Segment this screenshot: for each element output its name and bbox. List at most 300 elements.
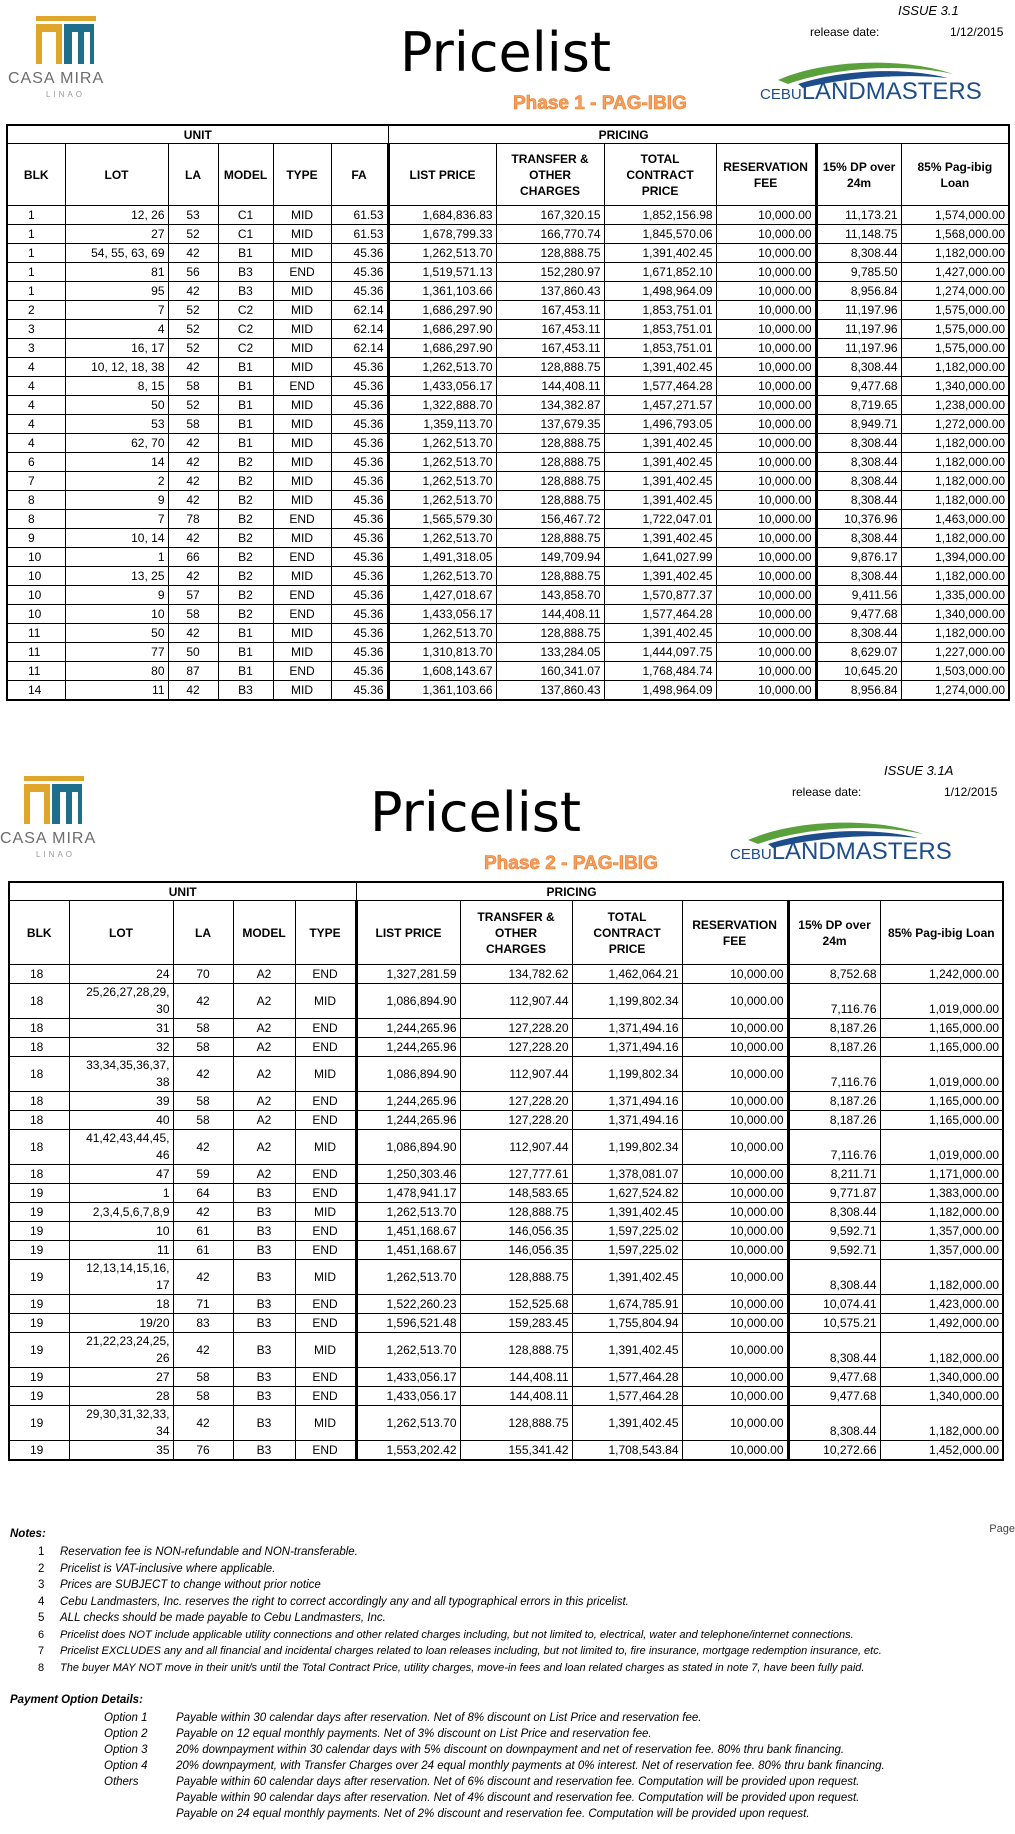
table-cell: 45.36 [331, 358, 388, 377]
table-row [7, 320, 1009, 339]
table-cell: 11 [7, 624, 65, 643]
table-cell: 32 [69, 1038, 173, 1057]
table-cell: B3 [233, 1222, 295, 1241]
table-cell: 1,491,318.05 [388, 548, 496, 567]
table-cell: 1,262,513.70 [356, 1406, 460, 1441]
table-cell: 1,182,000.00 [901, 472, 1009, 491]
table-cell: 1,182,000.00 [880, 1260, 1003, 1295]
column-header: TRANSFER & OTHER CHARGES [496, 144, 604, 206]
table-cell: B3 [233, 1333, 295, 1368]
payment-option-text: Payable within 60 calendar days after reservation. Net of 6% discount and reservation fee. Computation will be provided upon request. [176, 1776, 860, 1788]
table-cell: 12,13,14,15,16, 17 [69, 1260, 173, 1295]
table-cell: 10,000.00 [682, 1222, 788, 1241]
note-text: Prices are SUBJECT to change without prior notice [60, 1579, 321, 1591]
note-number: 3 [38, 1579, 45, 1591]
column-header: FA [331, 144, 388, 206]
table-cell: 9,592.71 [788, 1222, 880, 1241]
column-header: LA [173, 901, 233, 965]
table-cell: 10,000.00 [682, 1130, 788, 1165]
table-cell: 66 [168, 548, 218, 567]
pricelist-table-phase-1 [6, 124, 1010, 701]
table-cell: 1,262,513.70 [388, 472, 496, 491]
table-cell: 1,262,513.70 [388, 529, 496, 548]
table-cell: 8,211.71 [788, 1165, 880, 1184]
table-cell: 1,391,402.45 [572, 1203, 682, 1222]
table-cell: 10,000.00 [716, 225, 816, 244]
table-cell: 11,148.75 [816, 225, 901, 244]
table-cell: 45.36 [331, 263, 388, 282]
table-cell: 7 [7, 472, 65, 491]
column-header-row [9, 901, 1003, 965]
table-row [7, 548, 1009, 567]
table-cell: 27 [65, 225, 168, 244]
table-cell: 1,674,785.91 [572, 1295, 682, 1314]
table-row [9, 1130, 1003, 1165]
table-cell: 1,394,000.00 [901, 548, 1009, 567]
table-cell: 1,371,494.16 [572, 1038, 682, 1057]
table-cell: 52 [168, 320, 218, 339]
table-cell: 45.36 [331, 529, 388, 548]
table-cell: 53 [168, 206, 218, 225]
payment-option-text: Payable within 30 calendar days after reservation. Net of 8% discount on List Price and reservation fee. [176, 1712, 702, 1724]
unit-group-header: UNIT [9, 882, 356, 901]
table-cell: 8,308.44 [816, 358, 901, 377]
table-cell: 1,565,579.30 [388, 510, 496, 529]
table-row [9, 965, 1003, 984]
table-row [7, 643, 1009, 662]
table-cell: B2 [218, 567, 273, 586]
payment-option-item [104, 1760, 885, 1772]
issue-number: ISSUE 3.1A [884, 763, 954, 778]
table-cell: 1 [7, 263, 65, 282]
table-cell: 9 [7, 529, 65, 548]
table-cell: 19 [9, 1333, 69, 1368]
table-cell: 62, 70 [65, 434, 168, 453]
payment-option-item [104, 1712, 701, 1724]
table-cell: 8,308.44 [788, 1406, 880, 1441]
table-cell: 42 [168, 472, 218, 491]
table-row [7, 244, 1009, 263]
table-cell: 8, 15 [65, 377, 168, 396]
table-row [9, 1092, 1003, 1111]
table-cell: 10,272.66 [788, 1441, 880, 1461]
table-cell: END [295, 1038, 356, 1057]
table-cell: 1,238,000.00 [901, 396, 1009, 415]
table-cell: 112,907.44 [460, 984, 572, 1019]
table-cell: 1,391,402.45 [604, 453, 716, 472]
table-cell: 166,770.74 [496, 225, 604, 244]
table-cell: 160,341.07 [496, 662, 604, 681]
table-cell: B2 [218, 548, 273, 567]
note-item [38, 1612, 386, 1624]
table-cell: 31 [69, 1019, 173, 1038]
table-cell: 8,956.84 [816, 282, 901, 301]
table-cell: 1,262,513.70 [388, 434, 496, 453]
table-cell: 1,019,000.00 [880, 1057, 1003, 1092]
table-cell: 10,000.00 [682, 1092, 788, 1111]
table-cell: MID [273, 244, 331, 263]
table-cell: 14 [7, 681, 65, 701]
table-cell: 1,575,000.00 [901, 339, 1009, 358]
table-cell: 19 [9, 1295, 69, 1314]
casa-mira-sub: LINAO [36, 850, 76, 859]
table-cell: 45.36 [331, 567, 388, 586]
table-cell: MID [295, 1203, 356, 1222]
table-cell: 42 [173, 1130, 233, 1165]
table-cell: MID [295, 1260, 356, 1295]
table-cell: 1,522,260.23 [356, 1295, 460, 1314]
table-cell: 9,876.17 [816, 548, 901, 567]
column-header: BLK [7, 144, 65, 206]
table-cell: 81 [65, 263, 168, 282]
table-cell: 10,000.00 [682, 1184, 788, 1203]
table-cell: 10,000.00 [682, 1260, 788, 1295]
table-cell: C2 [218, 320, 273, 339]
table-cell: 58 [173, 1368, 233, 1387]
table-cell: 10,000.00 [682, 1019, 788, 1038]
note-item [38, 1629, 854, 1641]
table-cell: 1,433,056.17 [356, 1368, 460, 1387]
table-cell: 1,340,000.00 [880, 1387, 1003, 1406]
table-cell: 10, 12, 18, 38 [65, 358, 168, 377]
table-row [9, 1368, 1003, 1387]
table-cell: 19 [9, 1203, 69, 1222]
table-cell: 1,596,521.48 [356, 1314, 460, 1333]
note-item [38, 1662, 864, 1674]
table-cell: 10,000.00 [682, 1333, 788, 1368]
table-cell: 137,860.43 [496, 282, 604, 301]
table-cell: 18 [9, 1130, 69, 1165]
table-cell: 45.36 [331, 377, 388, 396]
column-header: RESERVATION FEE [716, 144, 816, 206]
table-cell: 144,408.11 [460, 1368, 572, 1387]
table-cell: A2 [233, 1038, 295, 1057]
table-cell: 1,845,570.06 [604, 225, 716, 244]
table-cell: 10,000.00 [716, 453, 816, 472]
table-cell: 1,853,751.01 [604, 301, 716, 320]
table-cell: 1,451,168.67 [356, 1241, 460, 1260]
table-cell: 19 [9, 1368, 69, 1387]
table-cell: 128,888.75 [460, 1406, 572, 1441]
table-cell: 10,000.00 [716, 434, 816, 453]
table-cell: B3 [233, 1295, 295, 1314]
table-cell: 144,408.11 [496, 377, 604, 396]
table-cell: 52 [168, 339, 218, 358]
table-cell: 10,000.00 [682, 1441, 788, 1461]
table-row [9, 984, 1003, 1019]
table-cell: 1,165,000.00 [880, 1092, 1003, 1111]
table-cell: 1,199,802.34 [572, 984, 682, 1019]
column-header: LIST PRICE [388, 144, 496, 206]
table-cell: 4 [7, 377, 65, 396]
table-cell: 1,641,027.99 [604, 548, 716, 567]
table-cell: 8,187.26 [788, 1019, 880, 1038]
table-cell: 35 [69, 1441, 173, 1461]
column-header: MODEL [218, 144, 273, 206]
table-row [7, 263, 1009, 282]
table-cell: 27 [69, 1368, 173, 1387]
cebu-word: CEBU [730, 846, 772, 863]
payment-option-item [104, 1792, 859, 1804]
table-cell: END [295, 965, 356, 984]
table-cell: 18 [9, 984, 69, 1019]
table-row [7, 415, 1009, 434]
table-cell: 18 [9, 1057, 69, 1092]
table-cell: 1,199,802.34 [572, 1057, 682, 1092]
table-cell: A2 [233, 1130, 295, 1165]
table-cell: 1,182,000.00 [880, 1406, 1003, 1441]
table-row [7, 510, 1009, 529]
table-cell: C1 [218, 225, 273, 244]
table-cell: 127,777.61 [460, 1165, 572, 1184]
pricing-group-header: PRICING [388, 125, 1009, 144]
table-cell: 62.14 [331, 320, 388, 339]
table-cell: MID [295, 1130, 356, 1165]
table-row [7, 681, 1009, 701]
table-cell: MID [273, 453, 331, 472]
table-cell: 95 [65, 282, 168, 301]
table-cell: 1,722,047.01 [604, 510, 716, 529]
column-header: TYPE [295, 901, 356, 965]
table-cell: 8 [7, 491, 65, 510]
payment-option-label: Option 3 [104, 1744, 148, 1756]
table-cell: 10,000.00 [716, 586, 816, 605]
table-cell: 143,858.70 [496, 586, 604, 605]
table-cell: 1,250,303.46 [356, 1165, 460, 1184]
table-cell: 1,686,297.90 [388, 301, 496, 320]
table-cell: 127,228.20 [460, 1092, 572, 1111]
table-row [7, 282, 1009, 301]
table-cell: 1,272,000.00 [901, 415, 1009, 434]
table-cell: 9 [65, 491, 168, 510]
table-cell: 11 [7, 662, 65, 681]
table-cell: 1 [7, 244, 65, 263]
table-cell: 1,262,513.70 [388, 244, 496, 263]
column-header: TRANSFER & OTHER CHARGES [460, 901, 572, 965]
table-cell: 1 [69, 1184, 173, 1203]
table-cell: 52 [168, 225, 218, 244]
table-cell: 10,074.41 [788, 1295, 880, 1314]
table-cell: 1,182,000.00 [901, 358, 1009, 377]
phase-label: Phase 2 - PAG-IBIG [484, 853, 658, 874]
table-cell: 1,378,081.07 [572, 1165, 682, 1184]
table-cell: MID [273, 396, 331, 415]
table-cell: END [295, 1111, 356, 1130]
table-cell: 1,244,265.96 [356, 1038, 460, 1057]
table-cell: 10,000.00 [716, 510, 816, 529]
table-cell: 10,000.00 [716, 567, 816, 586]
table-cell: MID [295, 1057, 356, 1092]
table-row [9, 1441, 1003, 1461]
table-cell: MID [295, 1333, 356, 1368]
table-cell: 127,228.20 [460, 1019, 572, 1038]
table-cell: 57 [168, 586, 218, 605]
table-cell: B1 [218, 415, 273, 434]
table-cell: 42 [168, 358, 218, 377]
table-row [7, 396, 1009, 415]
table-cell: 10,000.00 [716, 377, 816, 396]
table-cell: A2 [233, 984, 295, 1019]
table-cell: 10,000.00 [716, 415, 816, 434]
table-cell: 134,382.87 [496, 396, 604, 415]
table-cell: 10,000.00 [716, 548, 816, 567]
table-cell: END [273, 510, 331, 529]
table-cell: 19 [9, 1406, 69, 1441]
table-cell: 1,627,524.82 [572, 1184, 682, 1203]
table-cell: 11 [65, 681, 168, 701]
table-cell: 10,376.96 [816, 510, 901, 529]
table-cell: 52 [168, 301, 218, 320]
table-cell: 8,308.44 [788, 1260, 880, 1295]
table-cell: 112,907.44 [460, 1057, 572, 1092]
table-cell: 19 [9, 1241, 69, 1260]
table-row [9, 1295, 1003, 1314]
table-cell: 146,056.35 [460, 1222, 572, 1241]
table-cell: 45.36 [331, 662, 388, 681]
table-cell: 8,308.44 [816, 624, 901, 643]
issue-number: ISSUE 3.1 [898, 3, 959, 18]
table-cell: MID [273, 681, 331, 701]
table-cell: 10,000.00 [716, 491, 816, 510]
table-cell: 14 [65, 453, 168, 472]
table-cell: 77 [65, 643, 168, 662]
payment-option-item [104, 1808, 810, 1820]
table-cell: 128,888.75 [496, 624, 604, 643]
table-cell: 8,308.44 [816, 567, 901, 586]
table-cell: MID [273, 282, 331, 301]
table-cell: 7,116.76 [788, 1057, 880, 1092]
table-cell: 58 [173, 1038, 233, 1057]
table-cell: 1 [7, 206, 65, 225]
table-cell: 1,574,000.00 [901, 206, 1009, 225]
column-header-row [7, 144, 1009, 206]
table-cell: 10,000.00 [716, 605, 816, 624]
table-cell: 76 [173, 1441, 233, 1461]
table-cell: 78 [168, 510, 218, 529]
table-cell: 45.36 [331, 510, 388, 529]
table-cell: 3 [7, 339, 65, 358]
table-cell: 1,244,265.96 [356, 1092, 460, 1111]
table-cell: C2 [218, 339, 273, 358]
casa-mira-wordmark: CASA MIRA [8, 70, 105, 87]
cebu-word: CEBU [760, 86, 802, 103]
table-cell: 128,888.75 [460, 1333, 572, 1368]
table-cell: 10,000.00 [682, 1295, 788, 1314]
table-row [7, 586, 1009, 605]
table-cell: 1,570,877.37 [604, 586, 716, 605]
note-text: The buyer MAY NOT move in their unit/s until the Total Contract Price, utility charges, move-in fees and loan related charges as stated in note 7, have been fully paid. [60, 1661, 865, 1674]
table-cell: 127,228.20 [460, 1111, 572, 1130]
table-cell: 10 [7, 548, 65, 567]
table-cell: 10,000.00 [682, 1368, 788, 1387]
table-cell: 1,597,225.02 [572, 1241, 682, 1260]
payment-options-heading: Payment Option Details: [10, 1694, 143, 1706]
table-cell: 128,888.75 [496, 453, 604, 472]
table-cell: 7 [65, 301, 168, 320]
payment-option-text: 20% downpayment within 30 calendar days with 5% discount on downpayment and net of reservation fee. 80% thru bank financing. [176, 1744, 845, 1756]
table-row [7, 206, 1009, 225]
table-cell: 1,383,000.00 [880, 1184, 1003, 1203]
table-cell: 10,645.20 [816, 662, 901, 681]
table-cell: 10,000.00 [716, 681, 816, 701]
table-cell: 42 [173, 1333, 233, 1368]
table-cell: 8,956.84 [816, 681, 901, 701]
table-cell: B3 [233, 1441, 295, 1461]
table-cell: 42 [168, 491, 218, 510]
table-cell: MID [273, 491, 331, 510]
table-cell: 1,357,000.00 [880, 1222, 1003, 1241]
table-cell: 56 [168, 263, 218, 282]
table-cell: MID [273, 301, 331, 320]
table-cell: 8,719.65 [816, 396, 901, 415]
table-cell: 1,244,265.96 [356, 1019, 460, 1038]
note-text: Pricelist does NOT include applicable utility connections and other related charges including, but not limited to, electrical, water and telephone/internet connections. [60, 1628, 854, 1641]
table-cell: B3 [233, 1368, 295, 1387]
table-row [7, 605, 1009, 624]
column-header: LOT [69, 901, 173, 965]
table-cell: MID [273, 643, 331, 662]
table-cell: 8,308.44 [816, 472, 901, 491]
table-cell: 8,187.26 [788, 1038, 880, 1057]
table-cell: 42 [173, 1260, 233, 1295]
table-cell: 1,340,000.00 [880, 1368, 1003, 1387]
table-cell: A2 [233, 1165, 295, 1184]
table-cell: END [295, 1184, 356, 1203]
table-cell: 24 [69, 965, 173, 984]
table-cell: 42 [173, 984, 233, 1019]
table-cell: 83 [173, 1314, 233, 1333]
table-cell: 10 [7, 567, 65, 586]
column-header: 15% DP over 24m [788, 901, 880, 965]
table-cell: 58 [168, 605, 218, 624]
table-cell: END [295, 1314, 356, 1333]
table-cell: B2 [218, 510, 273, 529]
table-row [9, 1222, 1003, 1241]
table-cell: 10,000.00 [716, 396, 816, 415]
table-cell: 45.36 [331, 548, 388, 567]
table-cell: 1,182,000.00 [901, 453, 1009, 472]
table-cell: 128,888.75 [496, 491, 604, 510]
notes-heading: Notes: [10, 1528, 46, 1540]
table-cell: 45.36 [331, 415, 388, 434]
table-cell: 1,391,402.45 [604, 529, 716, 548]
table-cell: 45.36 [331, 624, 388, 643]
table-cell: B2 [218, 453, 273, 472]
table-cell: 152,525.68 [460, 1295, 572, 1314]
table-cell: 137,860.43 [496, 681, 604, 701]
table-cell: 8,752.68 [788, 965, 880, 984]
table-cell: 1,577,464.28 [604, 377, 716, 396]
table-cell: 1,274,000.00 [901, 282, 1009, 301]
table-row [7, 624, 1009, 643]
table-row [9, 1406, 1003, 1441]
table-cell: 8,629.07 [816, 643, 901, 662]
column-header: LA [168, 144, 218, 206]
table-cell: 1 [65, 548, 168, 567]
table-cell: 8,308.44 [816, 434, 901, 453]
table-cell: 9,477.68 [788, 1387, 880, 1406]
table-cell: 45.36 [331, 605, 388, 624]
table-cell: 7,116.76 [788, 1130, 880, 1165]
table-cell: 10,000.00 [682, 1057, 788, 1092]
table-cell: 8,308.44 [788, 1203, 880, 1222]
table-cell: B3 [233, 1314, 295, 1333]
note-number: 6 [38, 1628, 45, 1641]
table-cell: A2 [233, 1019, 295, 1038]
table-cell: 1,496,793.05 [604, 415, 716, 434]
table-cell: 1,327,281.59 [356, 965, 460, 984]
note-item [38, 1579, 321, 1591]
